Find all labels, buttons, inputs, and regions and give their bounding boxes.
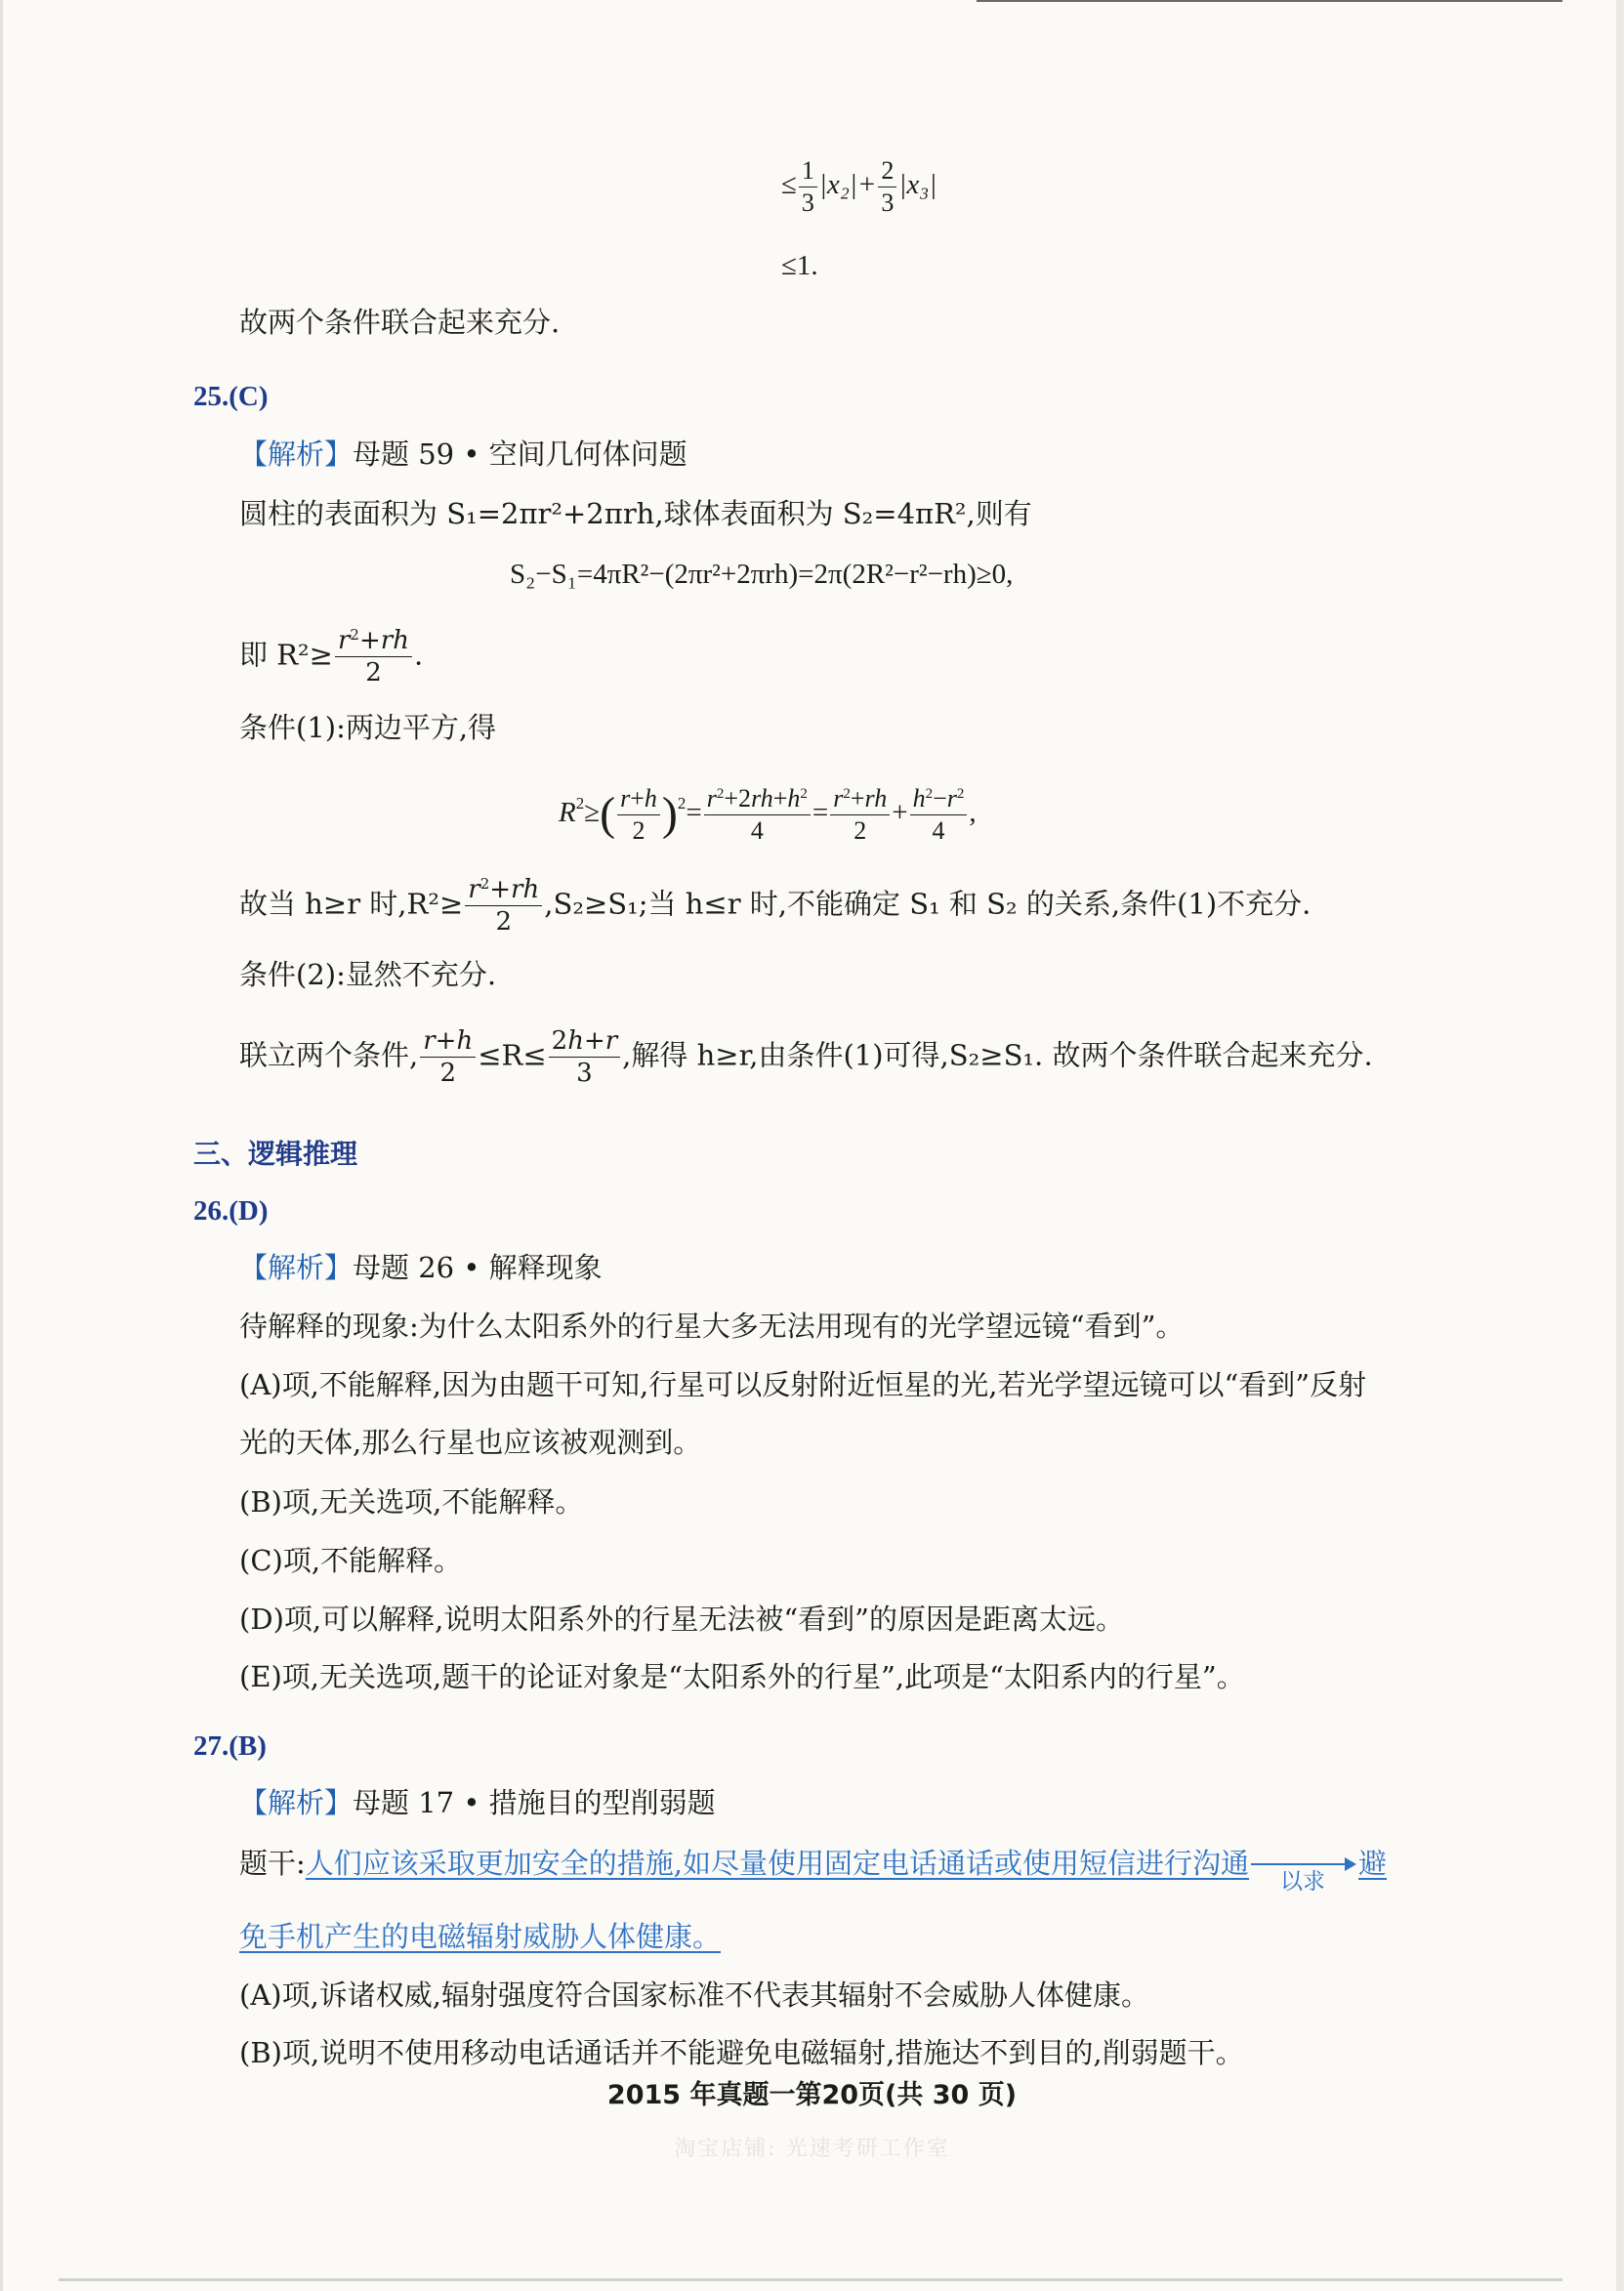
arrow-head-icon (1345, 1857, 1356, 1871)
q24-inequality-line-2: ≤1. (781, 250, 818, 281)
q24-inequality-line-1: ≤ $\frac{1}{3}$ |x₂|+ $\frac{2}{3}$ |x₃| (781, 156, 937, 217)
q26-analysis-tag: 【解析】 (239, 1251, 354, 1284)
q25-line-1: 圆柱的表面积为 S₁=2πr²+2πrh,球体表面积为 S₂=4πR²,则有 (239, 497, 1032, 530)
q25-condition-2: 条件(2):显然不充分. (239, 958, 497, 991)
q27-stem-prefix: 题干: (239, 1847, 306, 1880)
q24-ineq-part-1: |x₂|+ (818, 169, 877, 201)
q25-analysis-header (239, 435, 687, 474)
q25-line-2-prefix: 即 R²≥ (239, 638, 333, 672)
top-scan-line (977, 0, 1562, 2)
q27-analysis-tag: 【解析】 (239, 1786, 354, 1819)
watermark: 淘宝店铺: 光速考研工作室 (674, 2137, 950, 2161)
q26-option-a-line-1: (A)项,不能解释,因为由题干可知,行星可以反射附近恒星的光,若光学望远镜可以“看到”反射 (239, 1368, 1367, 1401)
page-footer: 2015 年真题一第20页(共 30 页) (606, 2080, 1018, 2110)
q27-stem-measure: 人们应该采取更加安全的措施,如尽量使用固定电话通话或使用短信进行沟通 (305, 1847, 1250, 1880)
q27-option-a: (A)项,诉诸权威,辐射强度符合国家标准不代表其辐射不会威胁人体健康。 (239, 1979, 1150, 2012)
q27-option-b: (B)项,说明不使用移动电话通话并不能避免电磁辐射,措施达不到目的,削弱题干。 (239, 2036, 1244, 2069)
arrow-shaft (1251, 1863, 1349, 1865)
q26-phenomenon: 待解释的现象:为什么太阳系外的行星大多无法用现有的光学望远镜“看到”。 (239, 1310, 1185, 1343)
q26-option-c: (C)项,不能解释。 (239, 1544, 463, 1577)
q27-number: 27.(B) (193, 1730, 267, 1762)
q27-arrow (1251, 1844, 1356, 1895)
q26-option-b: (B)项,无关选项,不能解释。 (239, 1485, 584, 1519)
q25-condition-1-result: 故当 h≥r 时,R²≥ $\frac{r^2+rh}{2}$ ,S₂≥S₁;当 h≤r 时,不能确定 S₁ 和 S₂ 的关系,条件(1)不充分. (239, 875, 1312, 937)
q26-analysis-header (239, 1248, 603, 1287)
q25-equation-1: S₂−S₁=4πR²−(2πr²+2πrh)=2π(2R²−r²−rh)≥0, (510, 559, 1014, 590)
left-page-edge (0, 0, 3, 2291)
q25-joint-conditions: 联立两个条件, $\frac{r+h}{2}$ ≤R≤ $\frac{2h+r}{3}$ ,解得 h≥r,由条件(1)可得,S₂≥S₁. 故两个条件联合起来充分. (239, 1026, 1373, 1088)
q26-option-d: (D)项,可以解释,说明太阳系外的行星无法被“看到”的原因是距离太远。 (239, 1603, 1124, 1636)
q24-ineq-part-2: |x₃| (898, 169, 937, 201)
q25-line-2: 即 R²≥ $\frac{r^2+rh}{2}$ . (239, 626, 424, 687)
q25-joint-c: ,解得 h≥r,由条件(1)可得,S₂≥S₁. 故两个条件联合起来充分. (622, 1038, 1373, 1072)
q25-condition-1-equation: $R^2\ge$( $\frac{r+h}{2}$ )$^2$= $\frac{r^2+2rh+h^2}{4}$ = $\frac{r^2+rh}{2}$ + $\frac{h^2-r^2}{4}$ , (559, 784, 977, 845)
q27-analysis-header (239, 1783, 716, 1822)
section-3-title: 三、逻辑推理 (193, 1138, 358, 1170)
bottom-scan-line (59, 2278, 1562, 2281)
q25-topic: 母题 59 • 空间几何体问题 (353, 437, 687, 471)
q27-topic: 母题 17 • 措施目的型削弱题 (353, 1786, 716, 1819)
q27-stem-goal-start: 避 (1358, 1847, 1388, 1880)
q25-cond1-result-b: ,S₂≥S₁;当 h≤r 时,不能确定 S₁ 和 S₂ 的关系,条件(1)不充分. (544, 887, 1312, 921)
q27-arrow-label: 以求 (1280, 1869, 1326, 1895)
right-page-edge (1616, 0, 1624, 2291)
q27-stem-line-2 (239, 1917, 721, 1956)
q26-option-a-line-2: 光的天体,那么行星也应该被观测到。 (239, 1426, 702, 1459)
q25-analysis-tag: 【解析】 (239, 437, 354, 471)
q25-joint-a: 联立两个条件, (239, 1038, 419, 1072)
q24-conclusion: 故两个条件联合起来充分. (239, 306, 561, 339)
q27-stem-goal-rest: 免手机产生的电磁辐射威胁人体健康。 (239, 1920, 722, 1953)
q25-number: 25.(C) (193, 381, 269, 412)
q25-cond1-result-a: 故当 h≥r 时,R²≥ (239, 887, 464, 921)
q25-condition-1-title: 条件(1):两边平方,得 (239, 711, 497, 744)
q26-option-e: (E)项,无关选项,题干的论证对象是“太阳系外的行星”,此项是“太阳系内的行星”。 (239, 1660, 1245, 1693)
q25-joint-b: ≤R≤ (478, 1038, 547, 1072)
q26-topic: 母题 26 • 解释现象 (353, 1251, 603, 1284)
q27-stem-line-1 (239, 1844, 1388, 1895)
q26-number: 26.(D) (193, 1195, 269, 1227)
